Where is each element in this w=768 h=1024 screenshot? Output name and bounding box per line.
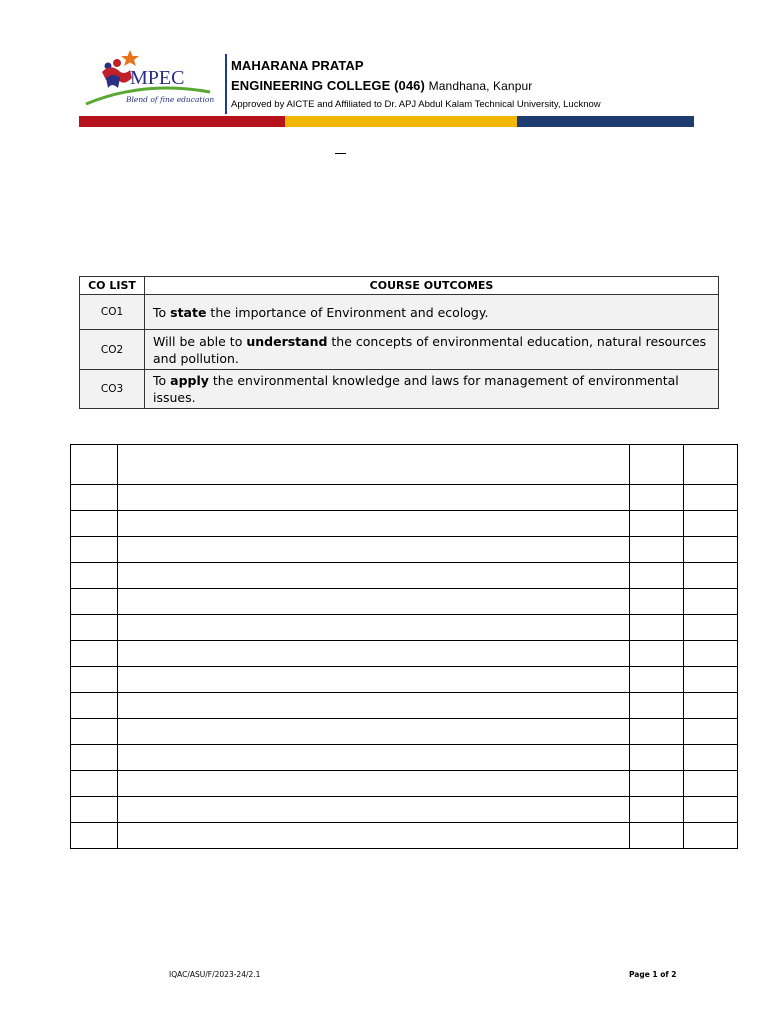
co-row	[80, 295, 719, 330]
college-logo	[84, 48, 220, 116]
grid-row	[71, 589, 738, 615]
college-name-line2	[231, 78, 532, 93]
grid-row	[71, 563, 738, 589]
college-name-line2-text: ENGINEERING COLLEGE	[231, 78, 391, 93]
co-row	[80, 370, 719, 409]
header-divider	[225, 54, 227, 114]
co-list-header: CO LIST	[80, 277, 145, 295]
college-code: (046)	[394, 78, 425, 93]
color-bar-yellow	[285, 116, 517, 127]
color-bar-red	[79, 116, 285, 127]
logo-text: MPEC	[130, 67, 185, 89]
college-name-line1: MAHARANA PRATAP	[231, 58, 364, 73]
course-outcomes-table	[79, 276, 719, 409]
grid-row	[71, 745, 738, 771]
grid-row	[71, 667, 738, 693]
grid-row	[71, 485, 738, 511]
blank-grid-table	[70, 444, 738, 849]
grid-row	[71, 719, 738, 745]
course-outcomes-header: COURSE OUTCOMES	[145, 277, 719, 295]
co-description: To state the importance of Environment and ecology.	[145, 295, 719, 330]
page-number: Page 1 of 2	[629, 970, 677, 979]
color-bar-blue	[517, 116, 694, 127]
grid-row	[71, 771, 738, 797]
approval-text: Approved by AICTE and Affiliated to Dr. APJ Abdul Kalam Technical University, Lucknow	[231, 99, 601, 110]
co-row	[80, 330, 719, 370]
logo-tagline: Blend of fine education	[126, 95, 215, 104]
grid-row	[71, 641, 738, 667]
co-description: To apply the environmental knowledge and laws for management of environmental issues.	[145, 370, 719, 409]
grid-row	[71, 797, 738, 823]
grid-row	[71, 537, 738, 563]
header-color-bar	[79, 116, 694, 127]
grid-row	[71, 823, 738, 849]
grid-header-row	[71, 445, 738, 485]
co-code: CO1	[80, 295, 145, 330]
grid-row	[71, 615, 738, 641]
form-code: IQAC/ASU/F/2023-24/2.1	[169, 970, 261, 979]
dash-mark	[335, 153, 346, 154]
grid-row	[71, 693, 738, 719]
co-code: CO3	[80, 370, 145, 409]
co-description: Will be able to understand the concepts of environmental education, natural resources and pollution.	[145, 330, 719, 370]
college-location: Mandhana, Kanpur	[428, 79, 533, 93]
co-code: CO2	[80, 330, 145, 370]
grid-row	[71, 511, 738, 537]
